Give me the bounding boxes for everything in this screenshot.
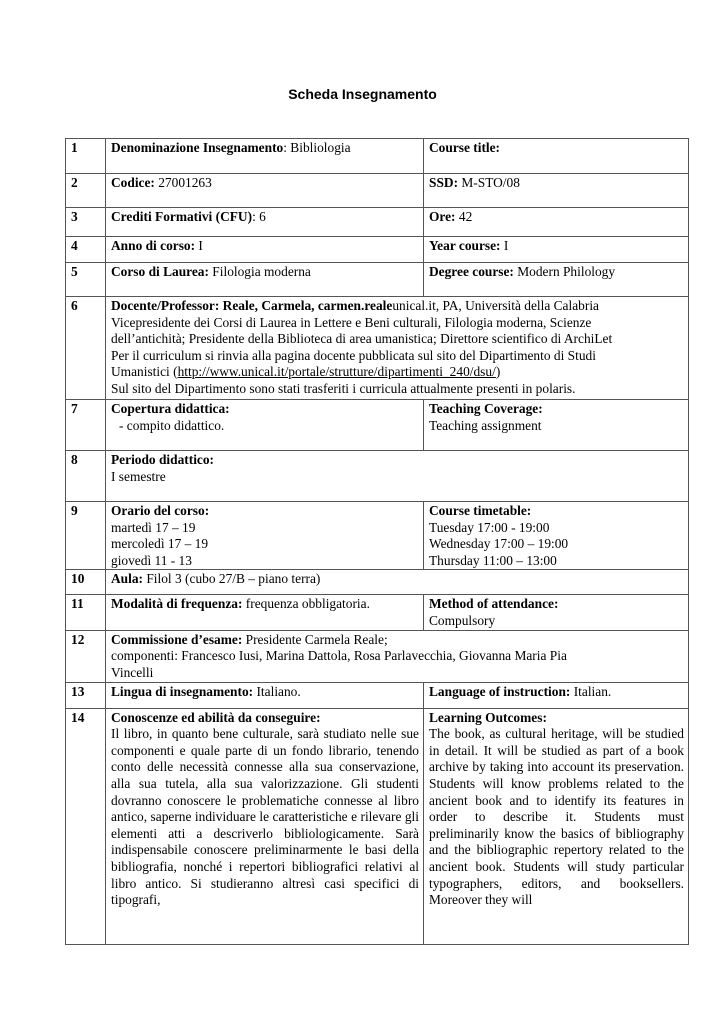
table-row <box>66 208 689 237</box>
table-row <box>66 174 689 208</box>
field-label: Denominazione Insegnamento <box>111 140 284 155</box>
field-label: Degree course: <box>429 264 514 279</box>
credits-cell <box>106 208 424 237</box>
row-number: 8 <box>66 451 106 502</box>
row-number: 2 <box>66 174 106 208</box>
coverage-cell <box>106 400 424 451</box>
field-label: Aula: <box>111 571 143 587</box>
field-value: 42 <box>455 209 473 224</box>
timetable-cell <box>106 502 424 570</box>
table-row <box>66 708 689 944</box>
table-row <box>66 451 689 502</box>
row-number: 6 <box>66 297 106 400</box>
field-value: Modern Philology <box>513 264 616 279</box>
field-value: Italiano. <box>253 683 301 699</box>
professor-email-rest: unical.it, PA, Università della Calabria <box>392 298 599 313</box>
field-value: Filologia moderna <box>208 264 311 279</box>
field-value: Presidente Carmela Reale; <box>242 631 388 647</box>
field-value: 27001263 <box>154 175 212 190</box>
ssd-cell <box>424 174 689 208</box>
degree-cell <box>106 263 424 297</box>
field-value: : Bibliologia <box>283 140 351 155</box>
field-label: Year course: <box>429 238 501 253</box>
exam-board-members: componenti: Francesco Iusi, Marina Dattola, Rosa Parlavecchia, Giovanna Maria Pia <box>111 648 567 664</box>
curriculum-note-pre: Umanistici ( <box>111 364 178 380</box>
field-label: Course timetable: <box>429 503 532 518</box>
field-label: Commissione d’esame: <box>111 631 243 647</box>
field-value: Italian. <box>570 683 612 699</box>
field-label: Anno di corso: <box>111 238 196 253</box>
field-label: SSD: <box>429 175 459 190</box>
field-value: M-STO/08 <box>458 175 520 190</box>
year-cell <box>106 237 424 263</box>
field-value: I semestre <box>111 468 166 484</box>
field-label: Course title: <box>429 140 501 155</box>
year-course-cell <box>424 237 689 263</box>
table-row <box>66 595 689 630</box>
course-timetable-cell <box>424 502 689 570</box>
learning-outcomes-cell <box>424 708 689 944</box>
professor-roles: Vicepresidente dei Corsi di Laurea in Lettere e Beni culturali, Filologia moderna, Scienze <box>111 314 592 330</box>
professor-label: Docente/Professor: Reale, Carmela, carmen.reale <box>111 298 393 313</box>
course-name-cell <box>106 139 424 174</box>
field-value: I <box>195 238 203 253</box>
timetable-line: Thursday 11:00 – 13:00 <box>429 552 557 568</box>
professor-roles-cont: dell’antichità; Presidente della Biblioteca di area umanistica; Direttore scientifico di ArchiLet <box>111 331 613 347</box>
attendance-cell <box>106 595 424 630</box>
field-label: Method of attendance: <box>429 596 559 612</box>
exam-board-members-cont: Vincelli <box>111 664 154 680</box>
table-row <box>66 263 689 297</box>
row-number: 13 <box>66 682 106 708</box>
field-label: Crediti Formativi (CFU) <box>111 209 253 224</box>
language-instruction-cell <box>424 682 689 708</box>
table-row <box>66 682 689 708</box>
language-cell <box>106 682 424 708</box>
knowledge-skills-cell <box>106 708 424 944</box>
timetable-line: martedì 17 – 19 <box>111 519 196 535</box>
row-number: 12 <box>66 630 106 682</box>
method-attendance-cell <box>424 595 689 630</box>
coverage-item: - compito didattico. <box>119 417 225 433</box>
field-label: Teaching Coverage: <box>429 401 543 416</box>
field-label: Learning Outcomes: <box>429 709 547 725</box>
field-value: Teaching assignment <box>429 417 542 433</box>
table-row <box>66 400 689 451</box>
knowledge-skills-text: Il libro, in quanto bene culturale, sarà studiato nelle sue componenti e quale parte di un fondo librario, tenendo conto delle necessità connesse alla sua conservazione, alla sua tutela, alla sua valorizzazione. Gli studenti dovranno conoscere le problematiche connesse al libro antico, saperne individuare le caratteristiche e rilevare gli elementi atti a descriverlo bibliologicamente. Sarà indispensabile conoscere preliminarmente le basi della bibliografia, nonché i repertori bibliografici relativi al libro antico. Si studieranno altresì casi specifici di tipografi, <box>111 726 419 908</box>
field-label: Modalità di frequenza: <box>111 596 243 612</box>
timetable-line: Wednesday 17:00 – 19:00 <box>429 536 569 552</box>
row-number: 10 <box>66 570 106 595</box>
field-label: Orario del corso: <box>111 503 210 518</box>
field-label: Language of instruction: <box>429 683 571 699</box>
field-label: Codice: <box>111 175 155 190</box>
timetable-line: Tuesday 17:00 - 19:00 <box>429 519 550 535</box>
row-number: 14 <box>66 708 106 944</box>
timetable-line: mercoledì 17 – 19 <box>111 536 209 552</box>
timetable-line: giovedì 11 - 13 <box>111 552 192 568</box>
table-row <box>66 570 689 595</box>
field-label: Corso di Laurea: <box>111 264 209 279</box>
field-label: Ore: <box>429 209 456 224</box>
row-number: 5 <box>66 263 106 297</box>
degree-course-cell <box>424 263 689 297</box>
learning-outcomes-text: The book, as cultural heritage, will be studied in detail. It will be studied as part of a book archive by taking into account its preservation. Students will know problems related to the ancient book and to identify its features in order to describe it. Students must preliminarily know the basics of bibliography and the bibliographic repertory related to the ancient book. Students will study particular typographers, editors, and booksellers. Moreover they will <box>429 726 684 908</box>
course-sheet-table <box>65 138 689 945</box>
row-number: 11 <box>66 595 106 630</box>
table-row <box>66 237 689 263</box>
classroom-cell <box>106 570 689 595</box>
table-row <box>66 297 689 400</box>
row-number: 4 <box>66 237 106 263</box>
row-number: 9 <box>66 502 106 570</box>
teaching-coverage-cell <box>424 400 689 451</box>
field-label: Lingua di insegnamento: <box>111 683 254 699</box>
row-number: 3 <box>66 208 106 237</box>
department-link[interactable]: http://www.unical.it/portale/strutture/dipartimenti_240/dsu/ <box>177 364 496 380</box>
table-row <box>66 630 689 682</box>
field-value: frequenza obbligatoria. <box>242 596 370 612</box>
field-value: : 6 <box>252 209 266 224</box>
professor-cell <box>106 297 689 400</box>
row-number: 1 <box>66 139 106 174</box>
hours-cell <box>424 208 689 237</box>
curriculum-note-post: ) <box>495 364 501 380</box>
field-value: I <box>500 238 509 253</box>
exam-board-cell <box>106 630 689 682</box>
table-row <box>66 502 689 570</box>
field-label: Copertura didattica: <box>111 401 230 416</box>
course-title-cell <box>424 139 689 174</box>
field-value: Filol 3 (cubo 27/B – piano terra) <box>143 571 321 587</box>
row-number: 7 <box>66 400 106 451</box>
page-title: Scheda Insegnamento <box>288 86 437 102</box>
curricula-note: Sul sito del Dipartimento sono stati trasferiti i curricula attualmente presenti in polaris. <box>111 380 576 396</box>
field-value: Compulsory <box>429 612 496 628</box>
field-label: Conoscenze ed abilità da conseguire: <box>111 709 321 725</box>
code-cell <box>106 174 424 208</box>
period-cell <box>106 451 689 502</box>
curriculum-note: Per il curriculum si rinvia alla pagina docente pubblicata sul sito del Dipartimento di Studi <box>111 347 596 363</box>
field-label: Periodo didattico: <box>111 452 215 467</box>
table-row <box>66 139 689 174</box>
